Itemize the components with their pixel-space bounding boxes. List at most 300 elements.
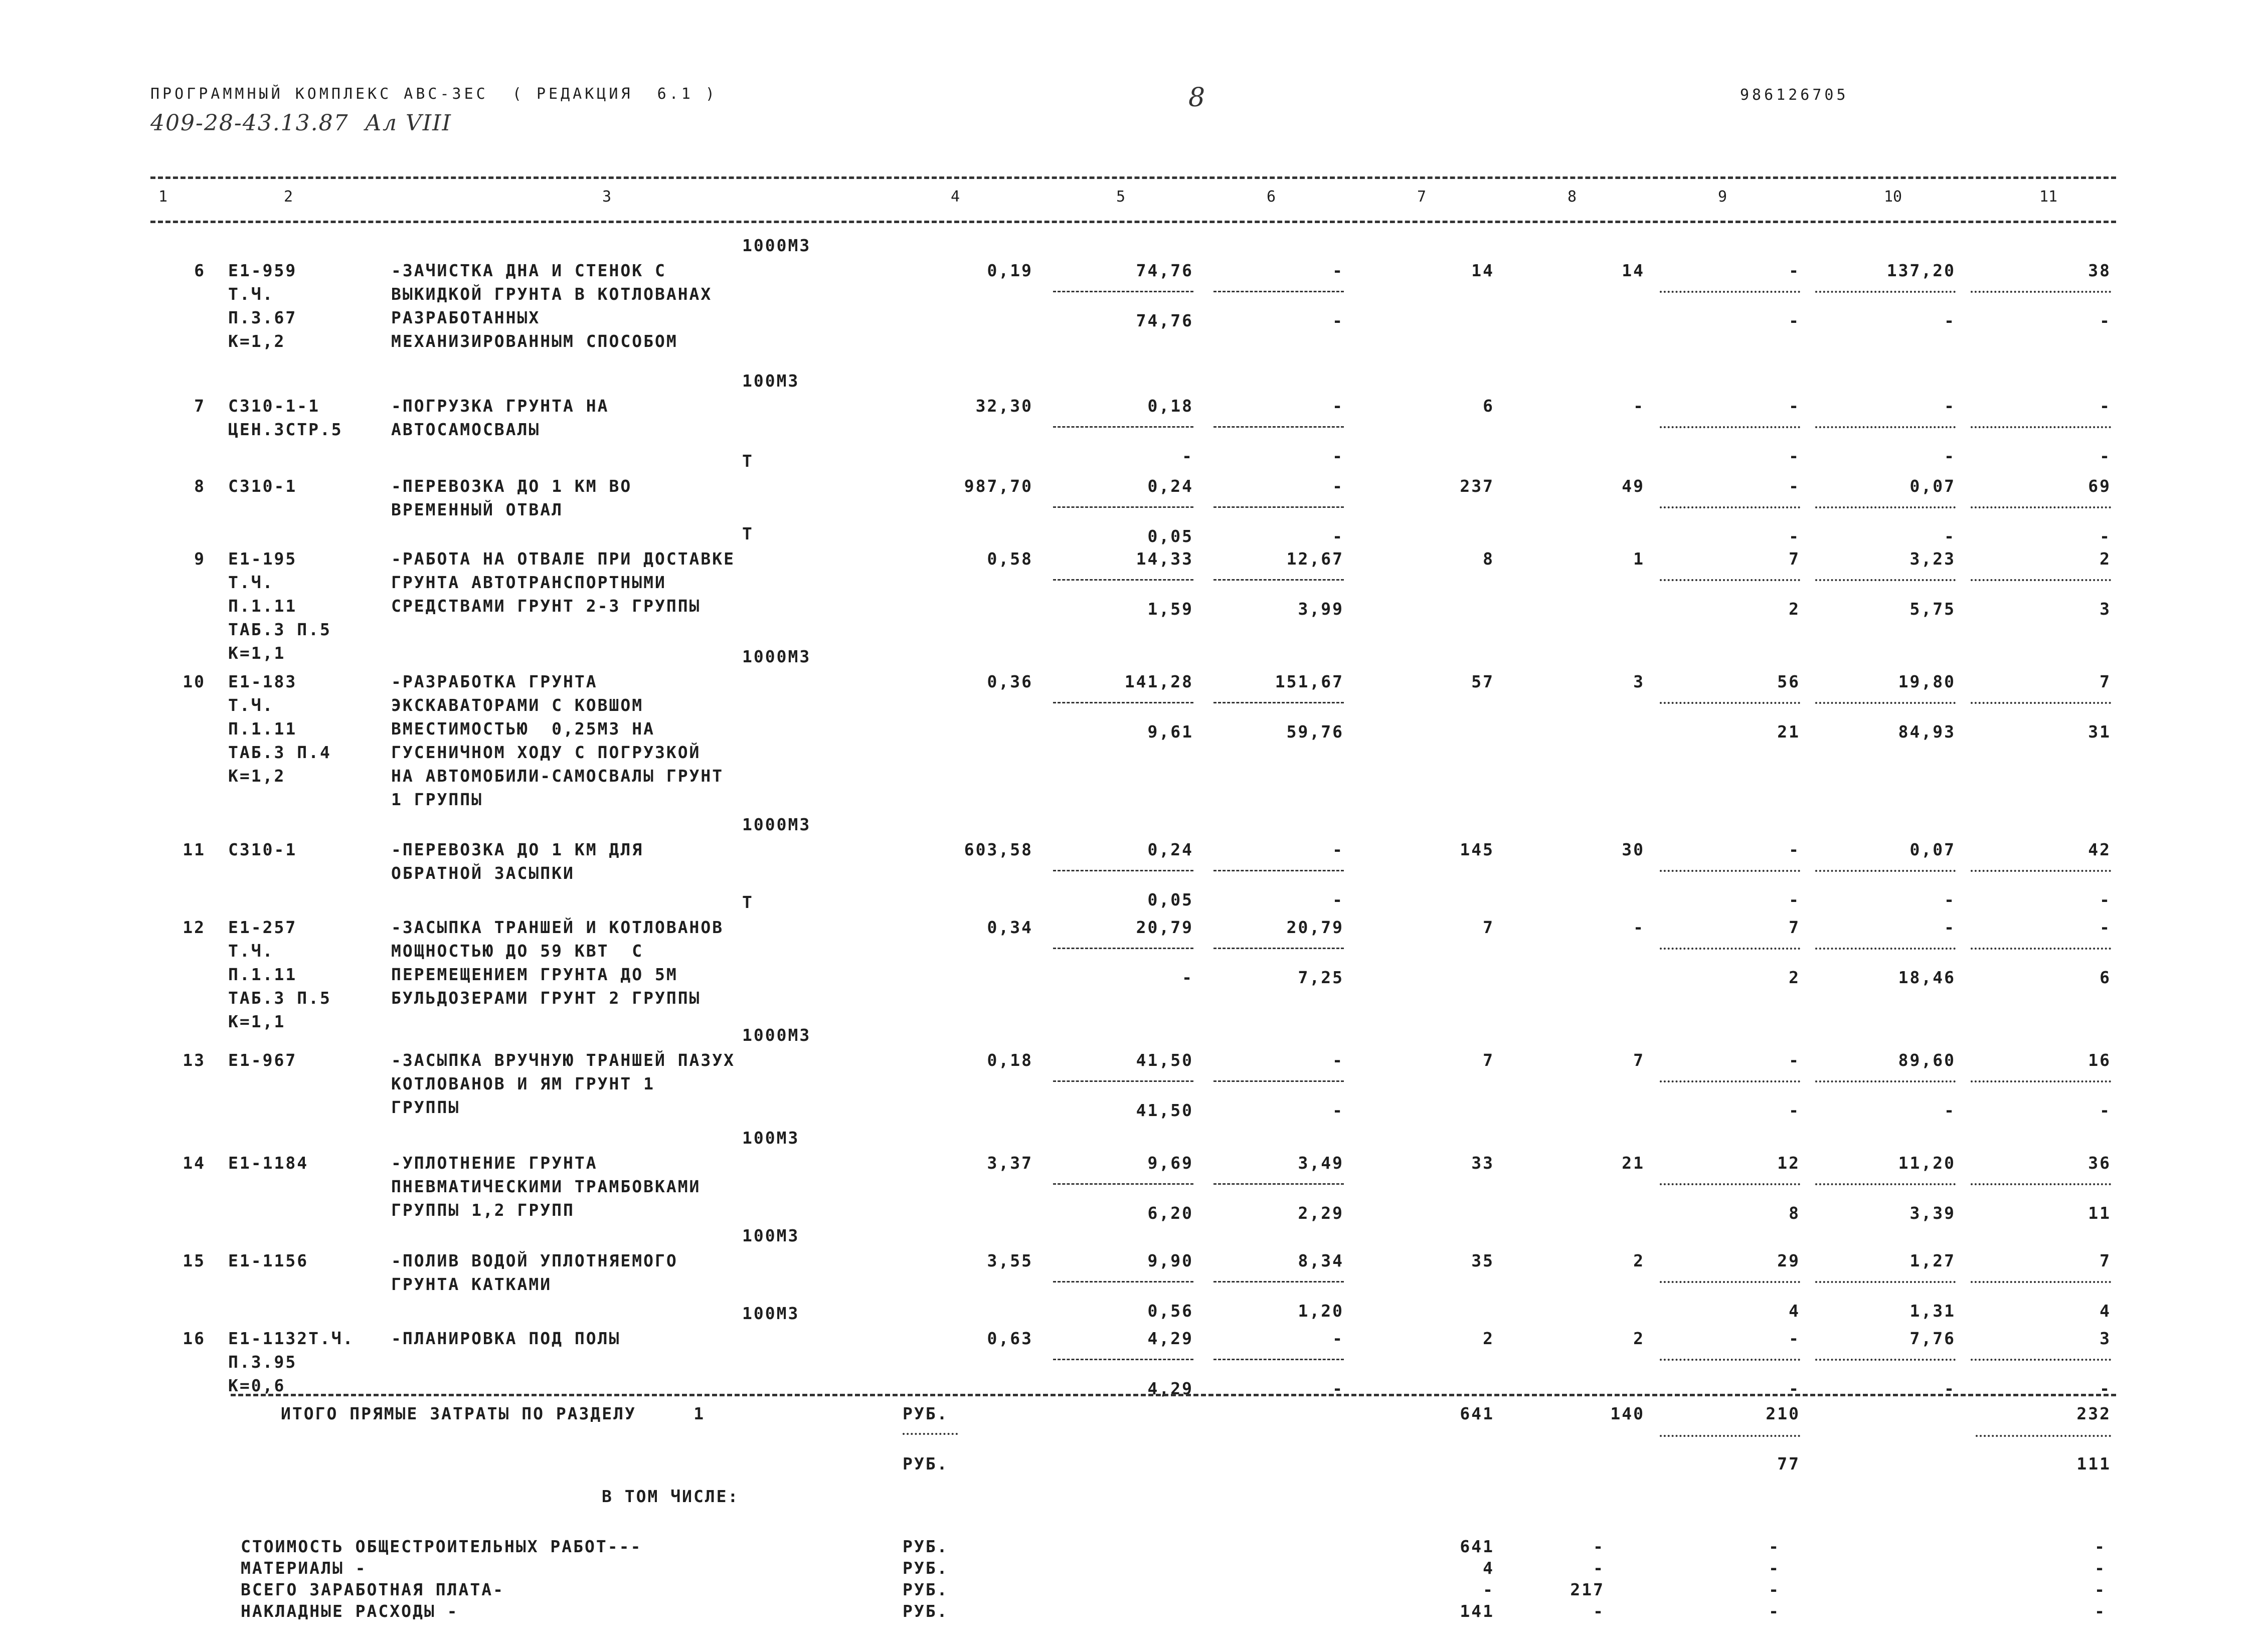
unit-label: 1000М3 xyxy=(742,647,811,666)
cell-separator xyxy=(1213,1080,1344,1082)
labor-norm-machine: - xyxy=(1944,1100,1956,1120)
cell-separator xyxy=(1971,1281,2111,1283)
item-code: П.3.67 xyxy=(228,308,297,327)
machine-cost-wages: 1,20 xyxy=(1298,1301,1344,1321)
wages-total: 30 xyxy=(1622,840,1645,859)
row-number: 11 xyxy=(183,840,206,859)
cell-separator xyxy=(1660,579,1800,581)
cell-separator xyxy=(1213,506,1344,508)
machine-total-wages: - xyxy=(1789,890,1800,909)
labor-total-machine: - xyxy=(2100,1379,2111,1398)
labor-total-machine: 31 xyxy=(2088,722,2111,742)
item-code: Е1-183 xyxy=(228,672,297,691)
including-col11: - xyxy=(2095,1601,2106,1621)
item-description: -РАЗРАБОТКА ГРУНТА xyxy=(391,672,598,691)
item-code: К=1,1 xyxy=(228,643,286,663)
wages-total: - xyxy=(1633,396,1645,416)
machine-cost: - xyxy=(1332,1329,1344,1348)
unit-cost-wages: 6,20 xyxy=(1147,1203,1193,1223)
machine-cost: - xyxy=(1332,840,1344,859)
program-title: ПРОГРАММНЫЙ КОМПЛЕКС АВС-3ЕС ( РЕДАКЦИЯ 6.1 ) xyxy=(150,85,718,103)
unit-cost-wages: 41,50 xyxy=(1136,1100,1193,1120)
quantity: 3,37 xyxy=(987,1153,1033,1173)
machine-cost: - xyxy=(1332,261,1344,280)
including-unit: РУБ. xyxy=(903,1580,949,1599)
item-code: К=1,2 xyxy=(228,331,286,351)
item-code: ТАБ.3 П.4 xyxy=(228,743,331,762)
quantity: 0,36 xyxy=(987,672,1033,691)
header-bottom-rule xyxy=(150,221,2116,223)
item-description: -ЗАЧИСТКА ДНА И СТЕНОК С xyxy=(391,261,666,280)
item-code: С310-1-1 xyxy=(228,396,320,416)
handwritten-code: 409-28-43.13.87 Ал VIII xyxy=(150,110,452,136)
column-number: 10 xyxy=(1883,188,1902,206)
total-cost: 6 xyxy=(1483,396,1494,416)
wages-total: 21 xyxy=(1622,1153,1645,1173)
wages-total: 7 xyxy=(1633,1050,1645,1070)
labor-total: 16 xyxy=(2088,1050,2111,1070)
cell-separator xyxy=(1660,702,1800,704)
machine-cost: - xyxy=(1332,1050,1344,1070)
unit-cost: 9,90 xyxy=(1147,1251,1193,1270)
including-col11: - xyxy=(2095,1537,2106,1556)
quantity: 3,55 xyxy=(987,1251,1033,1270)
including-col7: - xyxy=(1483,1580,1494,1599)
total-cost: 7 xyxy=(1483,1050,1494,1070)
header-top-rule xyxy=(150,176,2116,179)
cell-separator xyxy=(1213,870,1344,871)
item-code: К=0,6 xyxy=(228,1376,286,1395)
cell-separator xyxy=(1213,426,1344,428)
cell-separator xyxy=(1971,291,2111,293)
labor-norm-machine: 1,31 xyxy=(1909,1301,1956,1321)
cell-separator xyxy=(1660,1183,1800,1185)
machine-cost: 12,67 xyxy=(1286,549,1344,569)
column-number: 7 xyxy=(1417,188,1427,206)
machine-total-wages: 4 xyxy=(1789,1301,1800,1321)
unit-cost: 41,50 xyxy=(1136,1050,1193,1070)
cell-separator xyxy=(1053,1359,1193,1360)
row-number: 9 xyxy=(194,549,206,569)
total-cost: 8 xyxy=(1483,549,1494,569)
column-number: 5 xyxy=(1116,188,1126,206)
unit-cost-wages: 1,59 xyxy=(1147,599,1193,619)
including-label: МАТЕРИАЛЫ - xyxy=(241,1558,367,1578)
cell-separator xyxy=(1053,291,1193,292)
item-code: К=1,1 xyxy=(228,1012,286,1031)
item-code: С310-1 xyxy=(228,840,297,859)
including-col9: - xyxy=(1769,1537,1780,1556)
labor-total: 7 xyxy=(2100,1251,2111,1270)
machine-total-wages: - xyxy=(1789,311,1800,330)
totals-col11a: 232 xyxy=(2076,1404,2111,1423)
item-description: -ПЕРЕВОЗКА ДО 1 КМ ВО xyxy=(391,476,632,496)
item-description: СРЕДСТВАМИ ГРУНТ 2-3 ГРУППЫ xyxy=(391,596,701,616)
machine-cost: 151,67 xyxy=(1275,672,1344,691)
item-description: РАЗРАБОТАННЫХ xyxy=(391,308,541,327)
including-col11: - xyxy=(2095,1558,2106,1578)
column-number: 8 xyxy=(1567,188,1577,206)
cell-separator xyxy=(1971,1183,2111,1185)
item-code: Е1-257 xyxy=(228,917,297,937)
unit-label: 100М3 xyxy=(742,1304,800,1323)
totals-col7: 641 xyxy=(1460,1404,1494,1423)
quantity: 32,30 xyxy=(975,396,1033,416)
labor-norm-machine: - xyxy=(1944,1379,1956,1398)
machine-cost: 8,34 xyxy=(1298,1251,1344,1270)
unit-cost: 0,24 xyxy=(1147,476,1193,496)
totals-unit-1: РУБ. xyxy=(903,1404,949,1423)
unit-label: 1000М3 xyxy=(742,236,811,255)
machine-cost-wages: - xyxy=(1332,311,1344,330)
item-code: Т.Ч. xyxy=(228,695,274,715)
item-description: ЭКСКАВАТОРАМИ С КОВШОМ xyxy=(391,695,644,715)
quantity: 0,63 xyxy=(987,1329,1033,1348)
unit-cost-wages: 0,05 xyxy=(1147,890,1193,909)
labor-norm-machine: 18,46 xyxy=(1898,968,1956,987)
cell-separator xyxy=(1053,579,1193,581)
totals-col9-sep xyxy=(1660,1435,1800,1437)
cell-separator xyxy=(1660,291,1800,293)
cell-separator xyxy=(1971,1080,2111,1082)
labor-norm-machine: - xyxy=(1944,311,1956,330)
item-description: ГРУППЫ xyxy=(391,1097,460,1117)
including-unit: РУБ. xyxy=(903,1558,949,1578)
labor-norm: 1,27 xyxy=(1909,1251,1956,1270)
total-cost: 2 xyxy=(1483,1329,1494,1348)
totals-col8: 140 xyxy=(1610,1404,1645,1423)
unit-cost-wages: 74,76 xyxy=(1136,311,1193,330)
item-description: -РАБОТА НА ОТВАЛЕ ПРИ ДОСТАВКЕ xyxy=(391,549,736,569)
totals-col11-sep xyxy=(1976,1435,2111,1437)
unit-cost: 0,24 xyxy=(1147,840,1193,859)
item-code: Е1-959 xyxy=(228,261,297,280)
item-code: К=1,2 xyxy=(228,766,286,786)
machine-cost-wages: 3,99 xyxy=(1298,599,1344,619)
cell-separator xyxy=(1815,870,1956,872)
totals-col11b: 111 xyxy=(2076,1454,2111,1474)
labor-total: 7 xyxy=(2100,672,2111,691)
including-col8: - xyxy=(1593,1537,1605,1556)
item-description: НА АВТОМОБИЛИ-САМОСВАЛЫ ГРУНТ xyxy=(391,766,724,786)
item-description: -ПОГРУЗКА ГРУНТА НА xyxy=(391,396,609,416)
cell-separator xyxy=(1213,291,1344,292)
wages-total: 49 xyxy=(1622,476,1645,496)
quantity: 0,34 xyxy=(987,917,1033,937)
machine-total-wages: - xyxy=(1789,526,1800,546)
totals-sep xyxy=(903,1433,958,1435)
labor-total: 3 xyxy=(2100,1329,2111,1348)
machine-total-wages: - xyxy=(1789,1100,1800,1120)
row-number: 16 xyxy=(183,1329,206,1348)
total-cost: 57 xyxy=(1471,672,1494,691)
unit-cost-wages: 9,61 xyxy=(1147,722,1193,742)
labor-total-machine: 3 xyxy=(2100,599,2111,619)
item-description: -ПЛАНИРОВКА ПОД ПОЛЫ xyxy=(391,1329,621,1348)
labor-norm-machine: 3,39 xyxy=(1909,1203,1956,1223)
cell-separator xyxy=(1815,1281,1956,1283)
cell-separator xyxy=(1660,506,1800,508)
machine-total: 7 xyxy=(1789,917,1800,937)
item-code: П.1.11 xyxy=(228,719,297,739)
including-unit: РУБ. xyxy=(903,1537,949,1556)
machine-cost: 20,79 xyxy=(1286,917,1344,937)
labor-norm: 0,07 xyxy=(1909,476,1956,496)
machine-total-wages: - xyxy=(1789,446,1800,466)
totals-label: ИТОГО ПРЯМЫЕ ЗАТРАТЫ ПО РАЗДЕЛУ 1 xyxy=(281,1404,706,1423)
wages-total: 1 xyxy=(1633,549,1645,569)
unit-cost: 9,69 xyxy=(1147,1153,1193,1173)
labor-total: 36 xyxy=(2088,1153,2111,1173)
quantity: 0,58 xyxy=(987,549,1033,569)
unit-cost-wages: - xyxy=(1182,968,1193,987)
labor-norm-machine: - xyxy=(1944,526,1956,546)
column-number: 4 xyxy=(950,188,960,206)
labor-total-machine: - xyxy=(2100,890,2111,909)
cell-separator xyxy=(1815,702,1956,704)
column-number: 9 xyxy=(1717,188,1727,206)
cell-separator xyxy=(1815,948,1956,950)
cell-separator xyxy=(1213,702,1344,703)
item-code: С310-1 xyxy=(228,476,297,496)
labor-norm: - xyxy=(1944,917,1956,937)
unit-label: Т xyxy=(742,451,754,471)
including-col7: 141 xyxy=(1460,1601,1494,1621)
column-number: 6 xyxy=(1266,188,1276,206)
machine-cost-wages: - xyxy=(1332,446,1344,466)
labor-total-machine: - xyxy=(2100,526,2111,546)
item-code: Е1-195 xyxy=(228,549,297,569)
labor-total: 42 xyxy=(2088,840,2111,859)
machine-cost-wages: 59,76 xyxy=(1286,722,1344,742)
item-code: Е1-1132Т.Ч. xyxy=(228,1329,355,1348)
item-description: ГУСЕНИЧНОМ ХОДУ С ПОГРУЗКОЙ xyxy=(391,743,701,762)
wages-total: 3 xyxy=(1633,672,1645,691)
unit-label: 1000М3 xyxy=(742,815,811,834)
item-description: АВТОСАМОСВАЛЫ xyxy=(391,420,541,439)
labor-norm: 19,80 xyxy=(1898,672,1956,691)
item-description: -ПОЛИВ ВОДОЙ УПЛОТНЯЕМОГО xyxy=(391,1251,678,1270)
unit-label: Т xyxy=(742,892,754,912)
cell-separator xyxy=(1053,1183,1193,1185)
row-number: 10 xyxy=(183,672,206,691)
totals-unit-2: РУБ. xyxy=(903,1454,949,1474)
machine-total: 56 xyxy=(1777,672,1800,691)
unit-cost: 0,18 xyxy=(1147,396,1193,416)
item-description: ПЕРЕМЕЩЕНИЕМ ГРУНТА ДО 5М xyxy=(391,965,678,984)
totals-col9a: 210 xyxy=(1766,1404,1800,1423)
labor-total-machine: - xyxy=(2100,1100,2111,1120)
column-number: 2 xyxy=(283,188,293,206)
item-code: ТАБ.3 П.5 xyxy=(228,988,331,1008)
item-description: 1 ГРУППЫ xyxy=(391,790,483,809)
machine-total: - xyxy=(1789,396,1800,416)
cell-separator xyxy=(1660,426,1800,428)
labor-total: - xyxy=(2100,396,2111,416)
cell-separator xyxy=(1660,1359,1800,1361)
item-code: ТАБ.3 П.5 xyxy=(228,620,331,639)
unit-cost-wages: 0,56 xyxy=(1147,1301,1193,1321)
item-description: ГРУППЫ 1,2 ГРУПП xyxy=(391,1200,575,1220)
cell-separator xyxy=(1660,948,1800,950)
machine-cost-wages: 2,29 xyxy=(1298,1203,1344,1223)
row-number: 14 xyxy=(183,1153,206,1173)
cell-separator xyxy=(1971,948,2111,950)
including-col8: 217 xyxy=(1570,1580,1605,1599)
labor-norm-machine: 84,93 xyxy=(1898,722,1956,742)
labor-norm: - xyxy=(1944,396,1956,416)
item-description: -ЗАСЫПКА ВРУЧНУЮ ТРАНШЕЙ ПАЗУХ xyxy=(391,1050,736,1070)
unit-cost: 141,28 xyxy=(1124,672,1193,691)
column-number: 11 xyxy=(2039,188,2058,206)
cell-separator xyxy=(1053,702,1193,703)
machine-cost: - xyxy=(1332,476,1344,496)
quantity: 987,70 xyxy=(964,476,1033,496)
labor-total-machine: 11 xyxy=(2088,1203,2111,1223)
item-code: Е1-1184 xyxy=(228,1153,309,1173)
including-col8: - xyxy=(1593,1601,1605,1621)
labor-total-machine: 6 xyxy=(2100,968,2111,987)
labor-norm: 137,20 xyxy=(1886,261,1956,280)
including-title: В ТОМ ЧИСЛЕ: xyxy=(602,1487,740,1506)
row-number: 12 xyxy=(183,917,206,937)
cell-separator xyxy=(1660,1080,1800,1082)
cell-separator xyxy=(1213,1359,1344,1360)
total-cost: 35 xyxy=(1471,1251,1494,1270)
item-description: ВРЕМЕННЫЙ ОТВАЛ xyxy=(391,500,564,519)
wages-total: - xyxy=(1633,917,1645,937)
cell-separator xyxy=(1815,291,1956,293)
totals-col9b: 77 xyxy=(1777,1454,1800,1474)
labor-norm: 11,20 xyxy=(1898,1153,1956,1173)
item-description: МЕХАНИЗИРОВАННЫМ СПОСОБОМ xyxy=(391,331,678,351)
column-number: 3 xyxy=(602,188,612,206)
labor-total-machine: 4 xyxy=(2100,1301,2111,1321)
labor-norm: 0,07 xyxy=(1909,840,1956,859)
total-cost: 14 xyxy=(1471,261,1494,280)
row-number: 7 xyxy=(194,396,206,416)
cell-separator xyxy=(1053,870,1193,871)
unit-cost: 74,76 xyxy=(1136,261,1193,280)
cell-separator xyxy=(1815,1359,1956,1361)
machine-cost: - xyxy=(1332,396,1344,416)
machine-cost: 3,49 xyxy=(1298,1153,1344,1173)
including-col7: 4 xyxy=(1483,1558,1494,1578)
labor-total-machine: - xyxy=(2100,311,2111,330)
page-number: 8 xyxy=(1188,83,1206,113)
item-code: Е1-967 xyxy=(228,1050,297,1070)
machine-total: 29 xyxy=(1777,1251,1800,1270)
cell-separator xyxy=(1053,948,1193,949)
wages-total: 14 xyxy=(1622,261,1645,280)
cell-separator xyxy=(1053,506,1193,508)
item-code: Т.Ч. xyxy=(228,573,274,592)
item-code: Е1-1156 xyxy=(228,1251,309,1270)
unit-label: 100М3 xyxy=(742,1128,800,1148)
cell-separator xyxy=(1660,1281,1800,1283)
labor-norm-machine: - xyxy=(1944,446,1956,466)
machine-total: - xyxy=(1789,476,1800,496)
including-label: НАКЛАДНЫЕ РАСХОДЫ - xyxy=(241,1601,459,1621)
labor-norm-machine: - xyxy=(1944,890,1956,909)
cell-separator xyxy=(1213,948,1344,949)
including-col9: - xyxy=(1769,1601,1780,1621)
machine-total-wages: 2 xyxy=(1789,599,1800,619)
total-cost: 33 xyxy=(1471,1153,1494,1173)
quantity: 0,19 xyxy=(987,261,1033,280)
total-cost: 145 xyxy=(1460,840,1494,859)
unit-cost-wages: - xyxy=(1182,446,1193,466)
machine-cost-wages: - xyxy=(1332,890,1344,909)
item-code: Т.Ч. xyxy=(228,941,274,961)
cell-separator xyxy=(1053,426,1193,428)
unit-cost: 4,29 xyxy=(1147,1329,1193,1348)
machine-total-wages: - xyxy=(1789,1379,1800,1398)
unit-cost: 14,33 xyxy=(1136,549,1193,569)
item-description: ОБРАТНОЙ ЗАСЫПКИ xyxy=(391,863,575,883)
unit-label: 100М3 xyxy=(742,1226,800,1245)
machine-total-wages: 2 xyxy=(1789,968,1800,987)
including-label: ВСЕГО ЗАРАБОТНАЯ ПЛАТА- xyxy=(241,1580,504,1599)
item-description: БУЛЬДОЗЕРАМИ ГРУНТ 2 ГРУППЫ xyxy=(391,988,701,1008)
machine-cost-wages: 7,25 xyxy=(1298,968,1344,987)
labor-total-machine: - xyxy=(2100,446,2111,466)
item-description: КОТЛОВАНОВ И ЯМ ГРУНТ 1 xyxy=(391,1074,655,1093)
row-number: 13 xyxy=(183,1050,206,1070)
cell-separator xyxy=(1815,1183,1956,1185)
unit-label: 1000М3 xyxy=(742,1025,811,1045)
including-col9: - xyxy=(1769,1580,1780,1599)
item-description: -ЗАСЫПКА ТРАНШЕЙ И КОТЛОВАНОВ xyxy=(391,917,724,937)
labor-total: - xyxy=(2100,917,2111,937)
unit-label: 100М3 xyxy=(742,371,800,391)
including-col11: - xyxy=(2095,1580,2106,1599)
cell-separator xyxy=(1213,579,1344,581)
machine-total: - xyxy=(1789,1050,1800,1070)
quantity: 0,18 xyxy=(987,1050,1033,1070)
item-description: -УПЛОТНЕНИЕ ГРУНТА xyxy=(391,1153,598,1173)
labor-norm: 3,23 xyxy=(1909,549,1956,569)
item-code: П.1.11 xyxy=(228,596,297,616)
machine-total-wages: 8 xyxy=(1789,1203,1800,1223)
labor-total: 2 xyxy=(2100,549,2111,569)
cell-separator xyxy=(1213,1183,1344,1185)
labor-total: 69 xyxy=(2088,476,2111,496)
cell-separator xyxy=(1815,506,1956,508)
cell-separator xyxy=(1053,1281,1193,1282)
machine-total: - xyxy=(1789,840,1800,859)
item-description: МОЩНОСТЬЮ ДО 59 КВТ С xyxy=(391,941,644,961)
machine-total: - xyxy=(1789,1329,1800,1348)
row-number: 6 xyxy=(194,261,206,280)
labor-norm: 89,60 xyxy=(1898,1050,1956,1070)
unit-cost-wages: 4,29 xyxy=(1147,1379,1193,1398)
cell-separator xyxy=(1815,1080,1956,1082)
cell-separator xyxy=(1815,426,1956,428)
machine-total: 7 xyxy=(1789,549,1800,569)
item-description: ВМЕСТИМОСТЬЮ 0,25М3 НА xyxy=(391,719,655,739)
machine-cost-wages: - xyxy=(1332,1100,1344,1120)
including-col7: 641 xyxy=(1460,1537,1494,1556)
machine-total-wages: 21 xyxy=(1777,722,1800,742)
cell-separator xyxy=(1053,1080,1193,1082)
machine-cost-wages: - xyxy=(1332,1379,1344,1398)
cell-separator xyxy=(1971,579,2111,581)
including-col8: - xyxy=(1593,1558,1605,1578)
wages-total: 2 xyxy=(1633,1251,1645,1270)
cell-separator xyxy=(1815,579,1956,581)
labor-total: 38 xyxy=(2088,261,2111,280)
